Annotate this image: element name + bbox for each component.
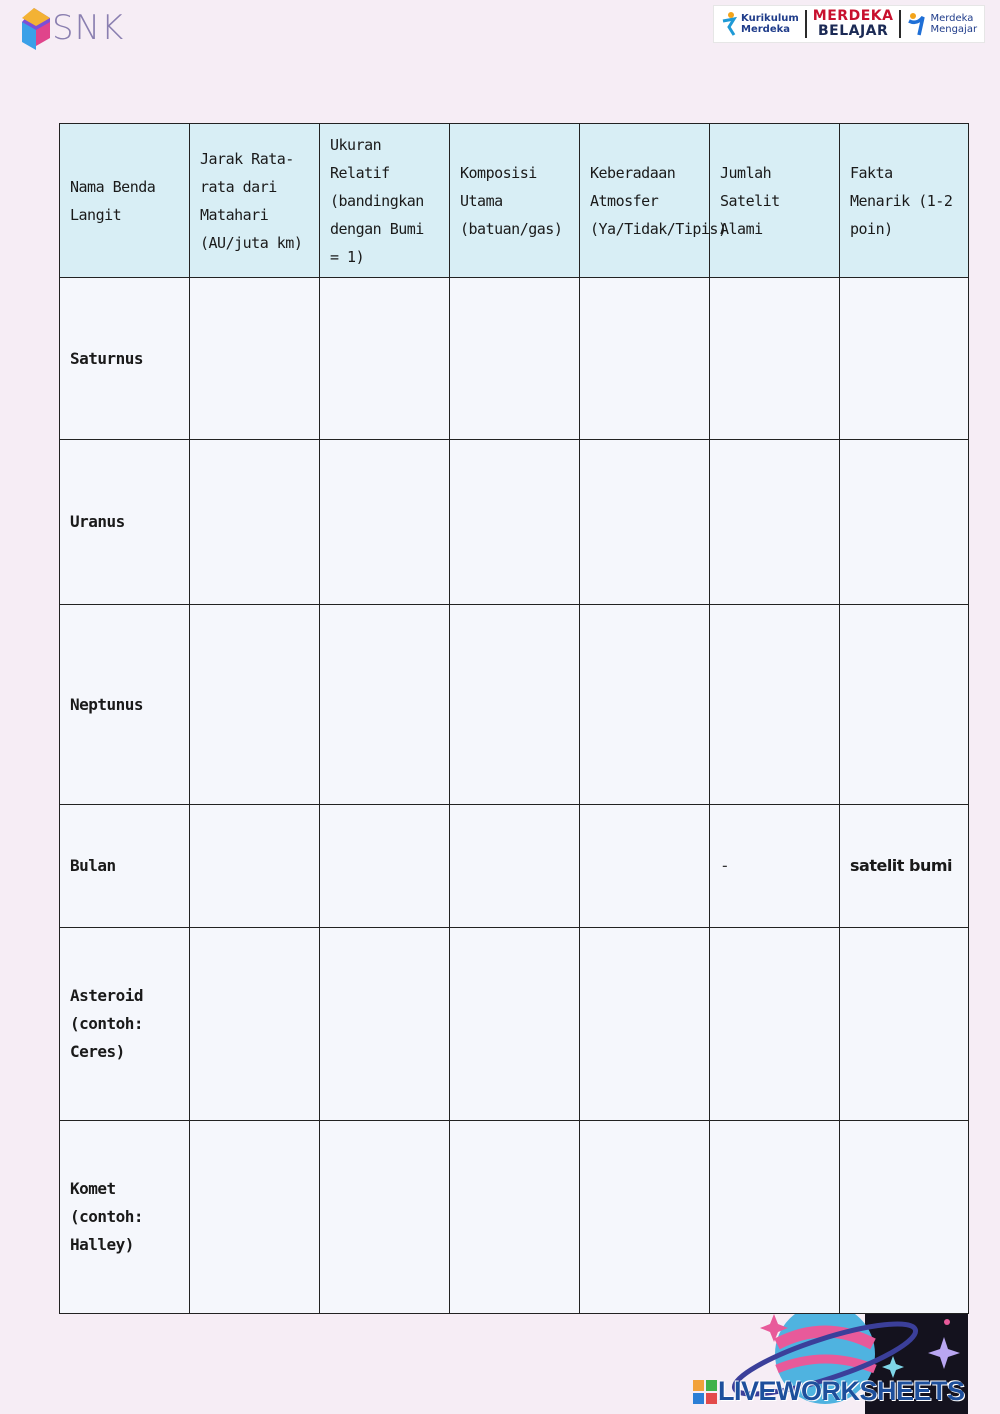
mengajar-sub-label: Mengajar [930,24,978,35]
answer-cell-distance[interactable] [190,605,320,805]
row-name-cell: Uranus [60,440,190,605]
answer-cell-atmosphere[interactable] [580,928,710,1121]
table-row [60,278,969,440]
answer-cell-satellites[interactable] [710,278,840,440]
answer-cell-size[interactable] [320,928,450,1121]
answer-cell-distance[interactable] [190,1121,320,1314]
table-row [60,605,969,805]
answer-cell-satellites[interactable] [710,605,840,805]
kurikulum-label: Kurikulum [741,13,799,24]
kurikulum-figure-icon [720,11,738,37]
answer-cell-satellites[interactable]: - [710,805,840,928]
column-header-distance: Jarak Rata-rata dari Matahari (AU/juta km) [190,124,320,278]
column-header-facts: Fakta Menarik (1-2 poin) [840,124,969,278]
table-row [60,1121,969,1314]
answer-cell-facts[interactable] [840,1121,969,1314]
liveworksheets-icon [692,1379,718,1405]
answer-cell-atmosphere[interactable] [580,278,710,440]
row-name-cell: Saturnus [60,278,190,440]
answer-cell-facts[interactable]: satelit bumi [840,805,969,928]
table-row [60,440,969,605]
answer-cell-size[interactable] [320,278,450,440]
column-header-name: Nama Benda Langit [60,124,190,278]
kurikulum-logo [714,6,805,42]
answer-cell-size[interactable] [320,605,450,805]
brand-name: SNK [52,8,125,48]
kurikulum-sub-label: Merdeka [741,24,791,35]
answer-cell-atmosphere[interactable] [580,605,710,805]
answer-cell-atmosphere[interactable] [580,1121,710,1314]
answer-cell-facts[interactable] [840,440,969,605]
column-header-size: Ukuran Relatif (bandingkan dengan Bumi = 1) [320,124,450,278]
answer-cell-size[interactable] [320,805,450,928]
kurikulum-merdeka-badge [713,5,985,43]
merdeka-label: MERDEKA [812,8,894,24]
liveworksheets-wordmark: LIVEWORKSHEETS [718,1376,965,1406]
column-header-composition: Komposisi Utama (batuan/gas) [450,124,580,278]
table-header-row [60,124,969,278]
column-header-satellites: Jumlah Satelit Alami [710,124,840,278]
answer-cell-composition[interactable] [450,805,580,928]
answer-cell-distance[interactable] [190,278,320,440]
answer-cell-composition[interactable] [450,928,580,1121]
answer-cell-size[interactable] [320,440,450,605]
merdeka-belajar-logo [807,6,900,42]
row-name-cell: Bulan [60,805,190,928]
table-row [60,805,969,928]
answer-cell-composition[interactable] [450,278,580,440]
answer-cell-satellites[interactable] [710,440,840,605]
answer-cell-satellites[interactable] [710,1121,840,1314]
merdeka-mengajar-logo [901,6,983,42]
snk-logo-icon [14,6,54,54]
table-row [60,928,969,1121]
answer-cell-facts[interactable] [840,928,969,1121]
belajar-label: BELAJAR [817,23,889,39]
column-header-atmosphere: Keberadaan Atmosfer (Ya/Tidak/Tipis) [580,124,710,278]
answer-cell-composition[interactable] [450,605,580,805]
mengajar-figure-icon [907,11,927,37]
answer-cell-facts[interactable] [840,605,969,805]
row-name-cell: Neptunus [60,605,190,805]
liveworksheets-logo [692,1376,965,1407]
answer-cell-atmosphere[interactable] [580,805,710,928]
mengajar-label: Merdeka [930,13,974,24]
answer-cell-composition[interactable] [450,1121,580,1314]
answer-cell-facts[interactable] [840,278,969,440]
row-name-cell: Komet (contoh: Halley) [60,1121,190,1314]
worksheet-table [59,123,969,1314]
row-name-cell: Asteroid (contoh: Ceres) [60,928,190,1121]
answer-cell-distance[interactable] [190,928,320,1121]
answer-cell-distance[interactable] [190,805,320,928]
answer-cell-atmosphere[interactable] [580,440,710,605]
answer-cell-composition[interactable] [450,440,580,605]
answer-cell-size[interactable] [320,1121,450,1314]
answer-cell-satellites[interactable] [710,928,840,1121]
answer-cell-distance[interactable] [190,440,320,605]
